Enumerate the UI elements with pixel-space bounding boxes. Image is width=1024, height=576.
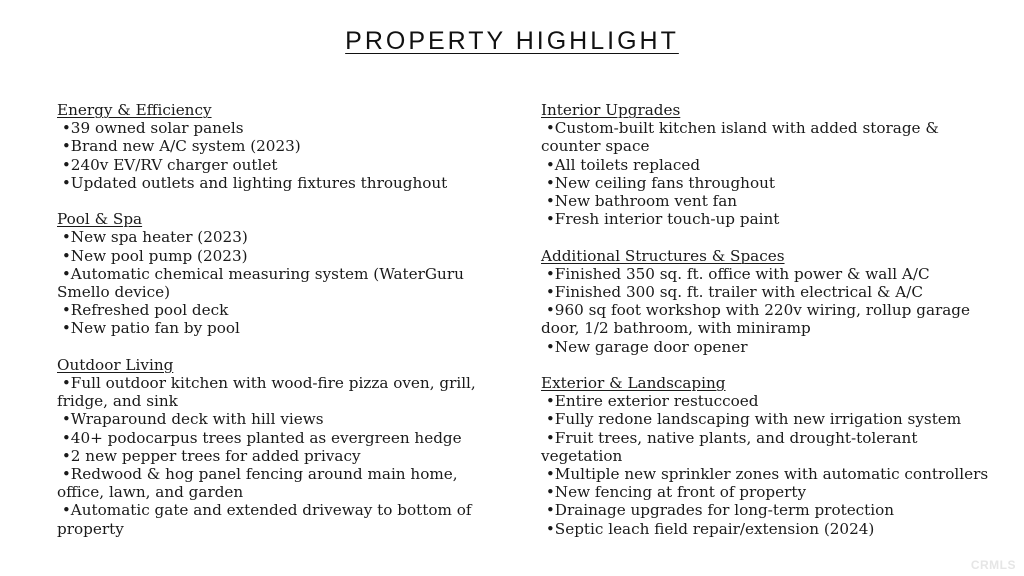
section-pool-spa [57,210,487,337]
list-item: • Septic leach field repair/extension (2024) [541,520,996,538]
list-item: • All toilets replaced [541,156,996,174]
list-item: • Automatic gate and extended driveway to bottom of property [57,501,487,537]
page-title: PROPERTY HIGHLIGHT [345,27,679,55]
list-item: • 960 sq foot workshop with 220v wiring, rollup garage door, 1/2 bathroom, with miniramp [541,301,996,337]
list-item: • Redwood & hog panel fencing around main home, office, lawn, and garden [57,465,487,501]
watermark-logo: CRMLS [970,558,1016,572]
list-item: • 2 new pepper trees for added privacy [57,447,487,465]
section-title: Exterior & Landscaping [541,374,726,393]
list-item: • Updated outlets and lighting fixtures throughout [57,174,487,192]
list-item: • Drainage upgrades for long-term protection [541,501,996,519]
section-interior-upgrades [541,101,996,228]
list-item: • New pool pump (2023) [57,247,487,265]
section-title: Outdoor Living [57,355,174,374]
list-item: • Full outdoor kitchen with wood-fire pizza oven, grill, fridge, and sink [57,374,487,410]
list-item: • Multiple new sprinkler zones with automatic controllers [541,465,996,483]
section-title: Interior Upgrades [541,101,681,119]
section-title: Additional Structures & Spaces [541,246,785,265]
list-item: • New bathroom vent fan [541,192,996,210]
section-title: Pool & Spa [57,210,143,229]
list-item: • Finished 300 sq. ft. trailer with electrical & A/C [541,283,996,301]
list-item: • Custom-built kitchen island with added storage & counter space [541,119,996,155]
section-additional-structures [541,247,996,356]
list-item: • Brand new A/C system (2023) [57,137,487,155]
list-item: • New spa heater (2023) [57,228,487,246]
list-item: • New ceiling fans throughout [541,174,996,192]
section-outdoor-living [57,356,487,538]
list-item: • Automatic chemical measuring system (WaterGuru Smello device) [57,265,487,301]
list-item: • 40+ podocarpus trees planted as evergreen hedge [57,429,487,447]
list-item: • New garage door opener [541,338,996,356]
list-item: • 39 owned solar panels [57,119,487,137]
section-title: Energy & Efficiency [57,101,212,119]
list-item: • Refreshed pool deck [57,301,487,319]
list-item: • Fully redone landscaping with new irrigation system [541,410,996,428]
list-item: • Fruit trees, native plants, and drought-tolerant vegetation [541,429,996,465]
section-exterior-landscaping [541,374,996,538]
right-column [541,101,996,556]
section-energy-efficiency [57,101,487,192]
list-item: • Finished 350 sq. ft. office with power & wall A/C [541,265,996,283]
left-column [57,101,487,556]
list-item: • 240v EV/RV charger outlet [57,156,487,174]
list-item: • Fresh interior touch-up paint [541,210,996,228]
list-item: • New patio fan by pool [57,319,487,337]
list-item: • Entire exterior restuccoed [541,392,996,410]
list-item: • Wraparound deck with hill views [57,410,487,428]
list-item: • New fencing at front of property [541,483,996,501]
